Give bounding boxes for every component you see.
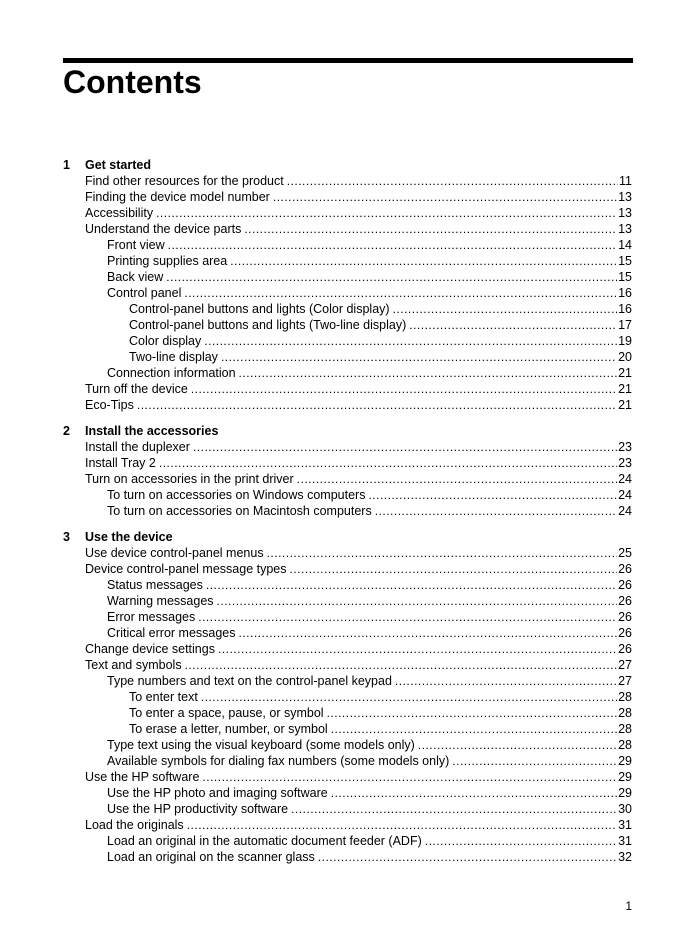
toc-entry[interactable] [0,205,632,221]
toc-entry[interactable] [0,689,632,705]
toc-entry-page: 23 [618,440,632,454]
toc-entry-title: Type numbers and text on the control-panel keypad [107,674,392,688]
toc-entry-page: 11 [619,174,632,188]
toc-entry[interactable] [0,365,632,381]
dot-leader [168,237,617,253]
toc-entry-title: Error messages [107,610,196,624]
toc-entry[interactable] [0,657,632,673]
toc-entry-page: 13 [618,222,632,236]
chapter-title: Install the accessories [85,424,219,438]
toc-entry-page: 15 [618,270,632,284]
toc-entry[interactable] [0,253,632,269]
chapter-number: 1 [63,158,70,172]
toc-entry[interactable] [0,503,632,519]
dot-leader [368,487,617,503]
toc-entry-title: Control panel [107,286,182,300]
toc-entry-title: Install Tray 2 [85,456,156,470]
toc-entry-title: Color display [129,334,202,348]
toc-entry-page: 27 [618,674,632,688]
toc-entry-title: Install the duplexer [85,440,190,454]
toc-entry[interactable] [0,785,632,801]
dot-leader [291,801,617,817]
toc-entry[interactable] [0,349,632,365]
dot-leader [331,721,617,737]
toc-entry-title: Back view [107,270,164,284]
toc-entry-title: To enter text [129,690,198,704]
toc-entry[interactable] [0,173,632,189]
toc-entry-page: 31 [618,818,632,832]
toc-entry[interactable] [0,817,632,833]
dot-leader [395,673,617,689]
dot-leader [239,365,618,381]
chapter-heading[interactable] [0,157,683,173]
toc-entry-title: To enter a space, pause, or symbol [129,706,324,720]
toc-entry-title: Control-panel buttons and lights (Two-line display) [129,318,407,332]
dot-leader [206,577,617,593]
dot-leader [273,189,617,205]
dot-leader [418,737,617,753]
dot-leader [137,397,617,413]
toc-entry-title: Two-line display [129,350,218,364]
toc-entry-title: Critical error messages [107,626,236,640]
dot-leader [327,705,618,721]
toc-entry[interactable] [0,487,632,503]
toc-entry-page: 24 [618,488,632,502]
page-title: Contents [63,64,202,100]
toc-entry-title: Text and symbols [85,658,182,672]
toc-entry-page: 28 [618,738,632,752]
dot-leader [452,753,617,769]
chapter-title: Use the device [85,530,173,544]
dot-leader [393,301,618,317]
toc-chapter [0,423,683,519]
toc-entry-title: Load an original in the automatic document feeder (ADF) [107,834,422,848]
toc-entry[interactable] [0,455,632,471]
toc-entry-page: 13 [618,206,632,220]
dot-leader [318,849,617,865]
toc-entry-page: 25 [618,546,632,560]
dot-leader [204,333,617,349]
toc-entry-page: 28 [618,690,632,704]
chapter-heading[interactable] [0,423,683,439]
toc-entry-page: 26 [618,578,632,592]
table-of-contents [0,157,683,875]
toc-entry[interactable] [0,317,632,333]
toc-entry-page: 24 [618,472,632,486]
toc-entry-title: Change device settings [85,642,215,656]
toc-entry-title: Device control-panel message types [85,562,287,576]
toc-entry-page: 21 [618,382,632,396]
chapter-heading[interactable] [0,529,683,545]
toc-entry[interactable] [0,769,632,785]
toc-entry[interactable] [0,269,632,285]
toc-entry-title: Accessibility [85,206,154,220]
toc-entry-title: Use the HP software [85,770,200,784]
toc-entry-page: 29 [618,754,632,768]
toc-entry[interactable] [0,439,632,455]
toc-entry-title: Turn on accessories in the print driver [85,472,294,486]
toc-entry[interactable] [0,737,632,753]
toc-chapter [0,157,683,413]
toc-entry-title: Connection information [107,366,236,380]
toc-entry-page: 15 [618,254,632,268]
toc-entry-title: Printing supplies area [107,254,228,268]
toc-entry-title: Load the originals [85,818,184,832]
toc-entry[interactable] [0,609,632,625]
toc-entry[interactable] [0,849,632,865]
dot-leader [185,657,618,673]
toc-entry-page: 27 [618,658,632,672]
toc-entry-title: To turn on accessories on Windows computers [107,488,366,502]
toc-entry-page: 16 [618,302,632,316]
dot-leader [156,205,617,221]
toc-entry-page: 16 [618,286,632,300]
toc-entry[interactable] [0,833,632,849]
toc-entry[interactable] [0,381,632,397]
toc-entry[interactable] [0,189,632,205]
dot-leader [239,625,618,641]
toc-entry-title: Control-panel buttons and lights (Color display) [129,302,390,316]
toc-entry[interactable] [0,301,632,317]
dot-leader [159,455,617,471]
toc-entry-title: To erase a letter, number, or symbol [129,722,328,736]
dot-leader [425,833,617,849]
dot-leader [218,641,617,657]
toc-entry-page: 26 [618,642,632,656]
toc-entry-page: 17 [618,318,632,332]
toc-entry[interactable] [0,237,632,253]
toc-entry-title: Use the HP productivity software [107,802,289,816]
dot-leader [193,439,617,455]
toc-entry[interactable] [0,801,632,817]
toc-entry-page: 30 [618,802,632,816]
toc-entry-page: 29 [618,786,632,800]
toc-entry-page: 28 [618,722,632,736]
toc-entry[interactable] [0,397,632,413]
toc-entry-title: To turn on accessories on Macintosh computers [107,504,372,518]
toc-entry-page: 26 [618,562,632,576]
chapter-number: 3 [63,530,70,544]
toc-entry-page: 24 [618,504,632,518]
toc-entry-page: 31 [618,834,632,848]
toc-entry-title: Finding the device model number [85,190,270,204]
toc-entry[interactable] [0,471,632,487]
toc-entry-page: 29 [618,770,632,784]
toc-entry-title: Find other resources for the product [85,174,284,188]
dot-leader [166,269,617,285]
toc-entry[interactable] [0,593,632,609]
dot-leader [244,221,617,237]
toc-entry[interactable] [0,561,632,577]
dot-leader [290,561,618,577]
dot-leader [267,545,618,561]
dot-leader [184,285,617,301]
dot-leader [187,817,617,833]
dot-leader [297,471,617,487]
dot-leader [331,785,617,801]
chapter-number: 2 [63,424,70,438]
dot-leader [191,381,617,397]
toc-entry-title: Available symbols for dialing fax numbers (some models only) [107,754,450,768]
toc-entry-page: 26 [618,610,632,624]
toc-entry[interactable] [0,753,632,769]
toc-entry-title: Type text using the visual keyboard (some models only) [107,738,415,752]
toc-entry-page: 14 [618,238,632,252]
toc-entry[interactable] [0,545,632,561]
toc-entry-title: Warning messages [107,594,214,608]
dot-leader [202,769,617,785]
toc-entry[interactable] [0,625,632,641]
toc-entry[interactable] [0,333,632,349]
toc-entry-title: Eco-Tips [85,398,134,412]
toc-entry-title: Front view [107,238,165,252]
toc-entry-page: 13 [618,190,632,204]
dot-leader [221,349,617,365]
toc-entry-page: 21 [618,398,632,412]
toc-entry[interactable] [0,641,632,657]
toc-entry-page: 26 [618,626,632,640]
toc-entry[interactable] [0,577,632,593]
toc-entry-page: 20 [618,350,632,364]
dot-leader [201,689,617,705]
toc-entry-title: Turn off the device [85,382,188,396]
toc-entry-page: 21 [618,366,632,380]
toc-entry-title: Understand the device parts [85,222,242,236]
toc-entry[interactable] [0,721,632,737]
toc-entry-page: 23 [618,456,632,470]
toc-entry-title: Use the HP photo and imaging software [107,786,328,800]
dot-leader [375,503,617,519]
toc-entry[interactable] [0,285,632,301]
toc-entry-title: Status messages [107,578,203,592]
dot-leader [198,609,617,625]
toc-entry[interactable] [0,705,632,721]
dot-leader [217,593,618,609]
toc-entry-title: Use device control-panel menus [85,546,264,560]
toc-entry-page: 26 [618,594,632,608]
dot-leader [287,173,618,189]
toc-entry[interactable] [0,673,632,689]
toc-entry[interactable] [0,221,632,237]
page-number: 1 [625,899,632,913]
dot-leader [409,317,617,333]
toc-entry-page: 19 [618,334,632,348]
toc-entry-page: 32 [618,850,632,864]
toc-entry-title: Load an original on the scanner glass [107,850,315,864]
toc-chapter [0,529,683,865]
dot-leader [230,253,617,269]
chapter-title: Get started [85,158,151,172]
toc-entry-page: 28 [618,706,632,720]
